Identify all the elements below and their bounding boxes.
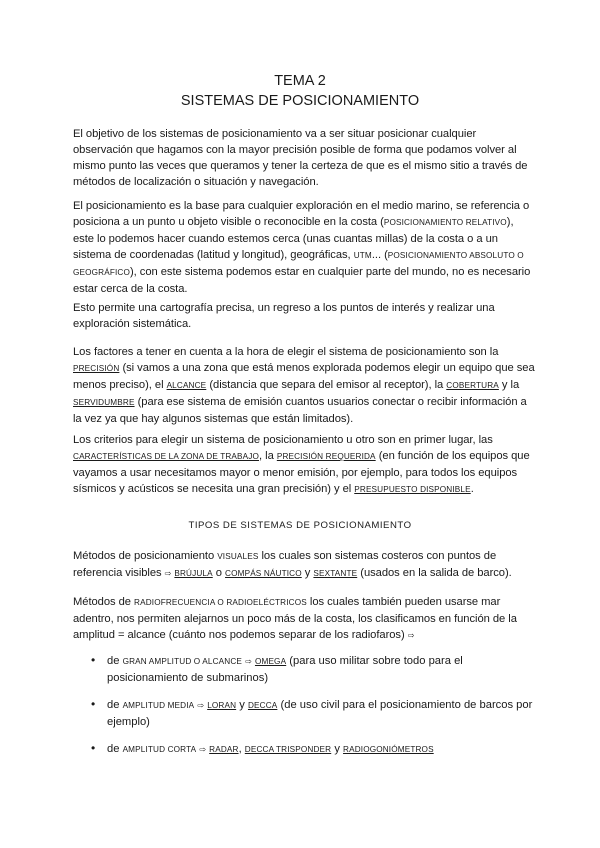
term-precision: PRECISIÓN (73, 364, 120, 373)
page-title: TEMA 2 (274, 73, 326, 89)
arrow-right-icon: ⇨ (407, 631, 415, 640)
list-item: • de AMPLITUD MEDIA ⇨ LORAN y DECCA (de uso civil para el posicionamiento de barcos por ejemplo) (91, 697, 533, 728)
term-sextante: SEXTANTE (313, 569, 358, 578)
term-decca-trisponder: DECCA TRISPONDER (244, 745, 332, 754)
term-precision-requerida: PRECISIÓN REQUERIDA (276, 452, 376, 461)
intro-paragraph-3: Esto permite una cartografía precisa, un regreso a los puntos de interés y realizar una exploración sistemática. (73, 302, 495, 330)
criteria-paragraph: Los criterios para elegir un sistema de posicionamiento u otro son en primer lugar, las CARACTERÍSTICAS DE LA ZONA DE TRABAJO, la PRECISIÓN REQUERIDA (en función de los equipos que vayamos a usar necesitamos mayor o menor emisión, por ejemplo, para todos los equipos sísmicos y acústicos se necesita una gran precisión) y el PRESUPUESTO DISPONIBLE. (73, 434, 530, 495)
term-cobertura: COBERTURA (446, 381, 499, 390)
term-amplitud-corta: AMPLITUD CORTA (122, 745, 197, 754)
term-compas-nautico: COMPÁS NÁUTICO (225, 569, 302, 578)
term-radiogoniometros: RADIOGONIÓMETROS (343, 745, 434, 754)
list-item: • de GRAN AMPLITUD O ALCANCE ⇨ OMEGA (para uso militar sobre todo para el posicionamiento de submarinos) (91, 653, 463, 684)
term-radar: RADAR (209, 745, 239, 754)
term-visuales: VISUALES (217, 552, 259, 561)
term-radiofrecuencia: RADIOFRECUENCIA O RADIOELÉCTRICOS (134, 598, 307, 607)
visual-methods-paragraph: Métodos de posicionamiento VISUALES los cuales son sistemas costeros con puntos de referencia visibles ⇨ BRÚJULA o COMPÁS NÁUTICO y SEXTANTE (usados en la salida de barco). (73, 550, 512, 579)
bullet-icon: • (91, 697, 96, 711)
arrow-right-icon: ⇨ (199, 745, 207, 754)
intro-paragraph-1: El objetivo de los sistemas de posicionamiento va a ser situar posicionar cualquier observación que hagamos con la mayor precisión posible de forma que podamos volver al mismo punto las veces que queramos y tener la certeza de que es el mismo sitio a través de métodos de localización o situación y navegación. (73, 128, 528, 188)
term-brujula: BRÚJULA (174, 569, 213, 578)
term-caracteristicas-zona: CARACTERÍSTICAS DE LA ZONA DE TRABAJO (73, 452, 260, 461)
bullet-icon: • (91, 653, 96, 667)
section-heading: TIPOS DE SISTEMAS DE POSICIONAMIENTO (188, 520, 412, 531)
factors-paragraph: Los factores a tener en cuenta a la hora de elegir el sistema de posicionamiento son la PRECISIÓN (si vamos a una zona que está menos explorada podemos elegir un equipo que sea menos preciso), el ALCANCE (distancia que separa del emisor al receptor), la COBERTURA y la SERVIDUMBRE (para ese sistema de emisión cuantos usuarios conectar o recibir información a la vez ya que hay algunos sistemas que están limitados). (73, 346, 535, 425)
radio-methods-paragraph: Métodos de RADIOFRECUENCIA O RADIOELÉCTRICOS los cuales también pueden usarse mar adentro, nos permiten alejarnos un poco más de la costa, los clasificamos en función de la amplitud = alcance (cuánto nos podemos separar de los radiofaros) ⇨ (73, 596, 517, 641)
bullet-icon: • (91, 741, 96, 755)
intro-paragraph-2: El posicionamiento es la base para cualquier exploración en el medio marino, se referencia o posiciona a un punto u objeto visible o reconocible en la costa (POSICIONAMIENTO RELATIVO), este lo podemos hacer cuando estemos cerca (unas cuantas millas) de la costa o a un sistema de coordenadas (latitud y longitud), geográficas, UTM... (POSICIONAMIENTO ABSOLUTO O GEOGRÁFICO), con este sistema podemos estar en cualquier parte del mundo, no es necesario estar cerca de la costa. (73, 200, 531, 295)
absolute-positioning-term: POSICIONAMIENTO ABSOLUTO O GEOGRÁFICO (73, 251, 524, 277)
utm-term: UTM (353, 251, 372, 260)
term-alcance: ALCANCE (166, 381, 207, 390)
term-gran-amplitud: GRAN AMPLITUD O ALCANCE (122, 657, 243, 666)
arrow-right-icon: ⇨ (164, 569, 172, 578)
term-loran: LORAN (207, 701, 237, 710)
term-decca: DECCA (247, 701, 278, 710)
arrow-right-icon: ⇨ (245, 657, 252, 666)
term-amplitud-media: AMPLITUD MEDIA (122, 701, 195, 710)
relative-positioning-term: POSICIONAMIENTO RELATIVO (383, 218, 507, 227)
page-subtitle: SISTEMAS DE POSICIONAMIENTO (180, 93, 420, 109)
list-item: • de AMPLITUD CORTA ⇨ RADAR, DECCA TRISPONDER y RADIOGONIÓMETROS (91, 741, 434, 755)
term-presupuesto: PRESUPUESTO DISPONIBLE (354, 485, 471, 494)
term-omega: OMEGA (254, 657, 287, 666)
term-servidumbre: SERVIDUMBRE (73, 398, 135, 407)
arrow-right-icon: ⇨ (197, 701, 205, 710)
